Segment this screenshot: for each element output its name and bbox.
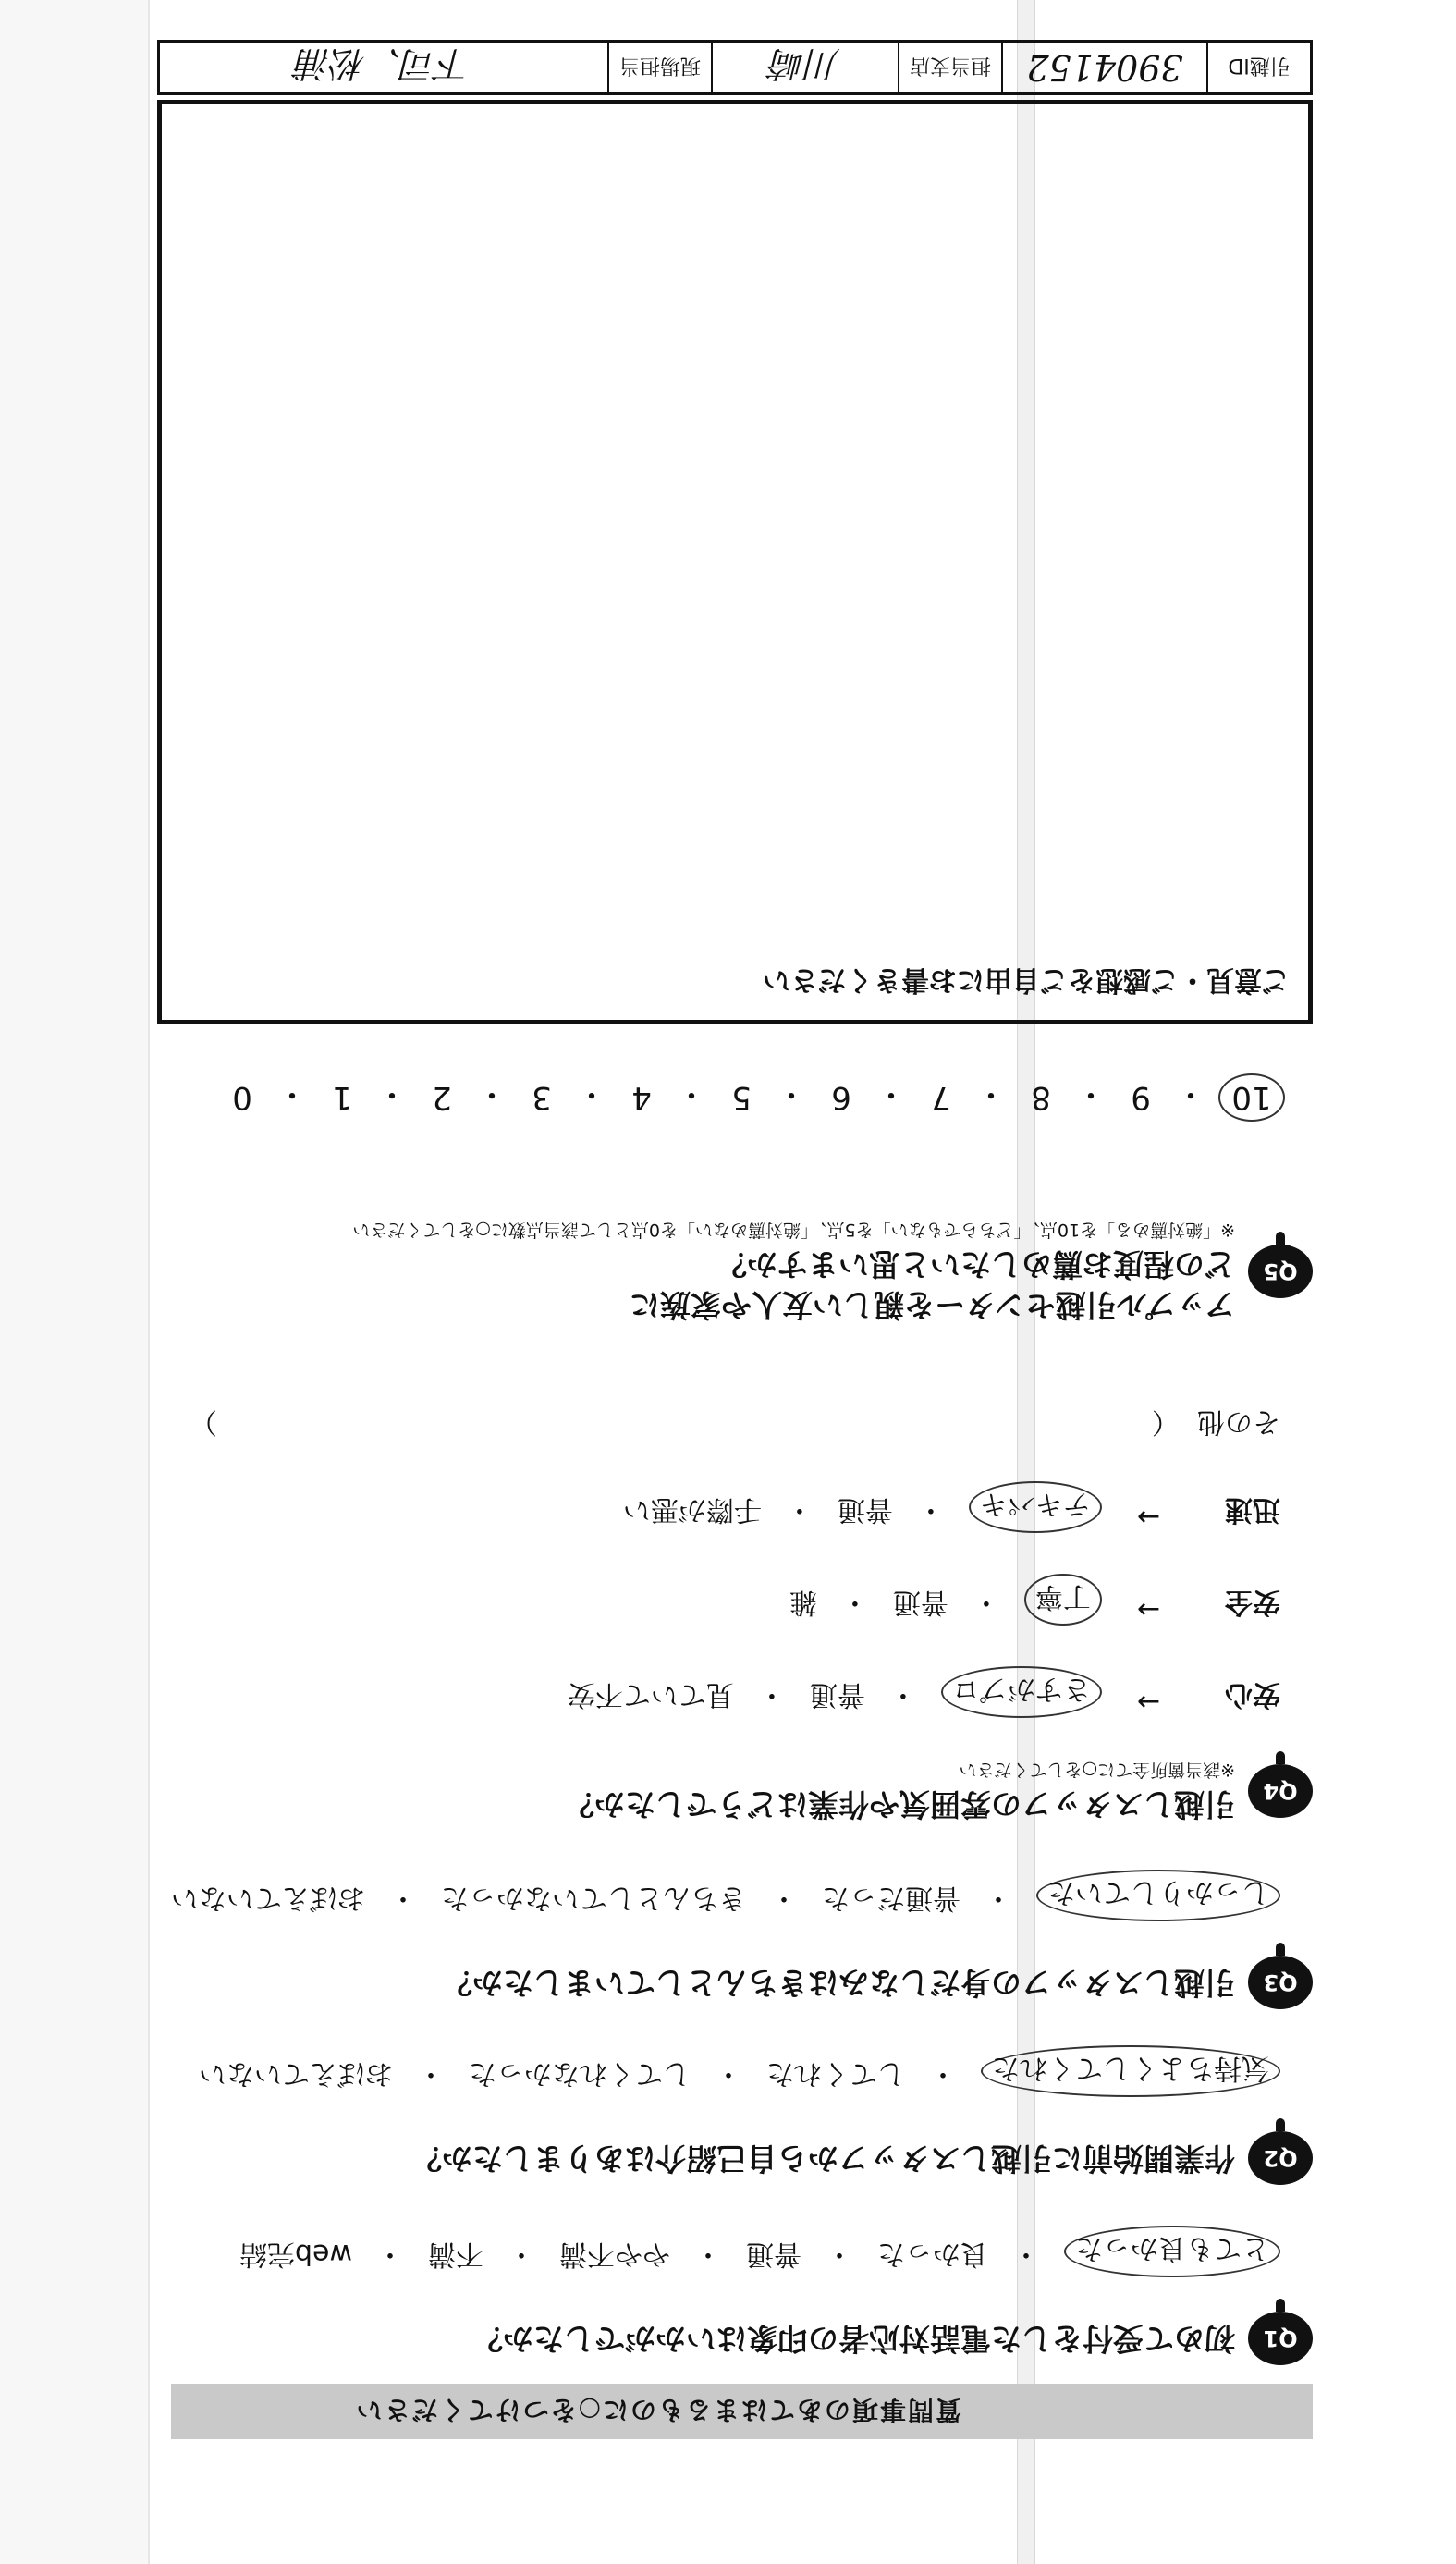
arrow-right-icon: → [1136,1686,1160,1718]
q2-option-4[interactable]: おぼえていない [199,2057,393,2090]
arrow-right-icon: → [1136,1593,1160,1626]
q1-option-6[interactable]: web完結 [239,2238,352,2270]
q4-row-1-label: 安心 [1225,1678,1280,1711]
question-4 [564,1759,1313,1824]
q4-other-close: ） [190,1405,217,1438]
q4-row-2-option-2[interactable]: 普通 [892,1586,948,1618]
q1-badge: Q1 [1248,2312,1313,2365]
q4-note: ※該当箇所全てに○をしてください [959,1760,1235,1780]
question-1 [472,2312,1313,2365]
branch-value: 川崎 [711,43,898,92]
comment-box[interactable] [157,100,1313,1024]
q4-other-open: （ [1151,1405,1180,1438]
score-1[interactable]: 1 [332,1079,352,1116]
q4-row-anshin: 安心 → さすがプロ ・ 普通 ・ 見ていて不安 [568,1666,1280,1718]
score-9[interactable]: 9 [1131,1079,1151,1116]
score-5[interactable]: 5 [731,1079,752,1116]
score-10[interactable]: 10 [1218,1073,1285,1122]
q1-option-3[interactable]: 普通 [746,2238,801,2270]
staff-info-table [157,40,1313,95]
q1-option-4[interactable]: やや不満 [559,2238,670,2270]
q3-option-4[interactable]: おぼえていない [171,1882,365,1914]
score-4[interactable]: 4 [631,1079,652,1116]
q2-options: 気持ちよくしてくれた ・ してくれた ・ してくれなかった ・ おぼえていない [199,2045,1280,2097]
q2-option-1[interactable]: 気持ちよくしてくれた [981,2045,1280,2097]
question-2 [411,2131,1313,2185]
q2-option-3[interactable]: してくれなかった [469,2057,691,2090]
comment-title: ご意見・ご感想をご自由にお書きください [763,963,1290,996]
q1-option-1[interactable]: とても良かった [1064,2226,1280,2277]
id-value: 3904152 [1001,43,1206,92]
instruction-banner [171,2384,1313,2439]
q4-row-2-label: 安全 [1225,1586,1280,1618]
q4-row-3-option-3[interactable]: 手際が悪い [622,1493,762,1526]
q5-text-line-2: どの程度お薦めしたいと思いますか？ [716,1246,1235,1282]
instruction-text: 質問事項のあてはまるものに○をつけてください [354,2395,961,2425]
q4-row-2-option-1[interactable]: 丁寧 [1024,1574,1102,1626]
leader-value: 下司、松浦 [296,43,472,85]
q4-row-1-option-2[interactable]: 普通 [809,1678,865,1711]
q1-option-5[interactable]: 不満 [428,2238,483,2270]
q4-other-label: その他 [1197,1405,1280,1438]
q4-badge: Q4 [1248,1765,1313,1819]
score-7[interactable]: 7 [931,1079,951,1116]
q4-row-3-option-1[interactable]: テキパキ [969,1481,1102,1533]
q5-text-line-1: アップル引越センターを親しい友人や家族に [629,1287,1235,1323]
score-8[interactable]: 8 [1031,1079,1051,1116]
branch-label: 担当支店 [898,43,1001,92]
q4-row-2-option-3[interactable]: 雑 [789,1586,817,1618]
id-label: 引越ID [1206,43,1310,92]
score-2[interactable]: 2 [432,1079,452,1116]
q1-options: とても良かった ・ 良かった ・ 普通 ・ やや不満 ・ 不満 ・ web完結 [239,2226,1280,2277]
q4-row-jinsoku: 迅速 → テキパキ ・ 普通 ・ 手際が悪い [623,1481,1280,1533]
score-0[interactable]: 0 [232,1079,252,1116]
q5-note: ※「絶対薦める」を10点、「どちらでもない」を5点、「絶対薦めない」を0点として該当点数に○をしてください [352,1220,1235,1240]
leader-label: 現場担当 [607,43,711,92]
q3-option-1[interactable]: しっかりしていた [1036,1870,1280,1921]
q3-option-3[interactable]: きちんとしていなかった [441,1882,746,1914]
q3-badge: Q3 [1248,1956,1313,2009]
q4-text: 引越しスタッフの雰囲気や作業はどうでしたか？ [564,1786,1235,1822]
arrow-right-icon: → [1136,1501,1160,1533]
q2-option-2[interactable]: してくれた [766,2057,905,2090]
question-3 [442,1956,1313,2009]
q5-badge: Q5 [1248,1245,1313,1299]
q5-scale: 10 ・ 9 ・ 8 ・ 7 ・ 6 ・ 5 ・ 4 ・ 3 ・ 2 ・ 1 ・ 0 [220,1073,1285,1122]
q2-text: 作業開始前に引越しスタッフから自己紹介はありましたか？ [411,2141,1235,2177]
score-3[interactable]: 3 [532,1079,552,1116]
q2-badge: Q2 [1248,2131,1313,2185]
scan-edge [0,0,150,2564]
question-5 [352,1219,1313,1325]
q4-other [190,1405,1280,1445]
q3-options: しっかりしていた ・ 普通だった ・ きちんとしていなかった ・ おぼえていない [171,1870,1280,1921]
q4-row-3-option-2[interactable]: 普通 [837,1493,893,1526]
q4-row-1-option-3[interactable]: 見ていて不安 [567,1678,734,1711]
q3-text: 引越しスタッフの身だしなみはきちんとしていましたか？ [442,1965,1235,2001]
q3-option-2[interactable]: 普通だった [822,1882,960,1914]
q4-row-1-option-1[interactable]: さすがプロ [941,1666,1102,1718]
q4-row-3-label: 迅速 [1225,1493,1280,1526]
q1-option-2[interactable]: 良かった [877,2238,988,2270]
score-6[interactable]: 6 [831,1079,851,1116]
q1-text: 初めて受付をした電話対応者の印象はいかがでしたか？ [472,2321,1235,2357]
q4-row-anzen: 安全 → 丁寧 ・ 普通 ・ 雑 [789,1574,1280,1626]
